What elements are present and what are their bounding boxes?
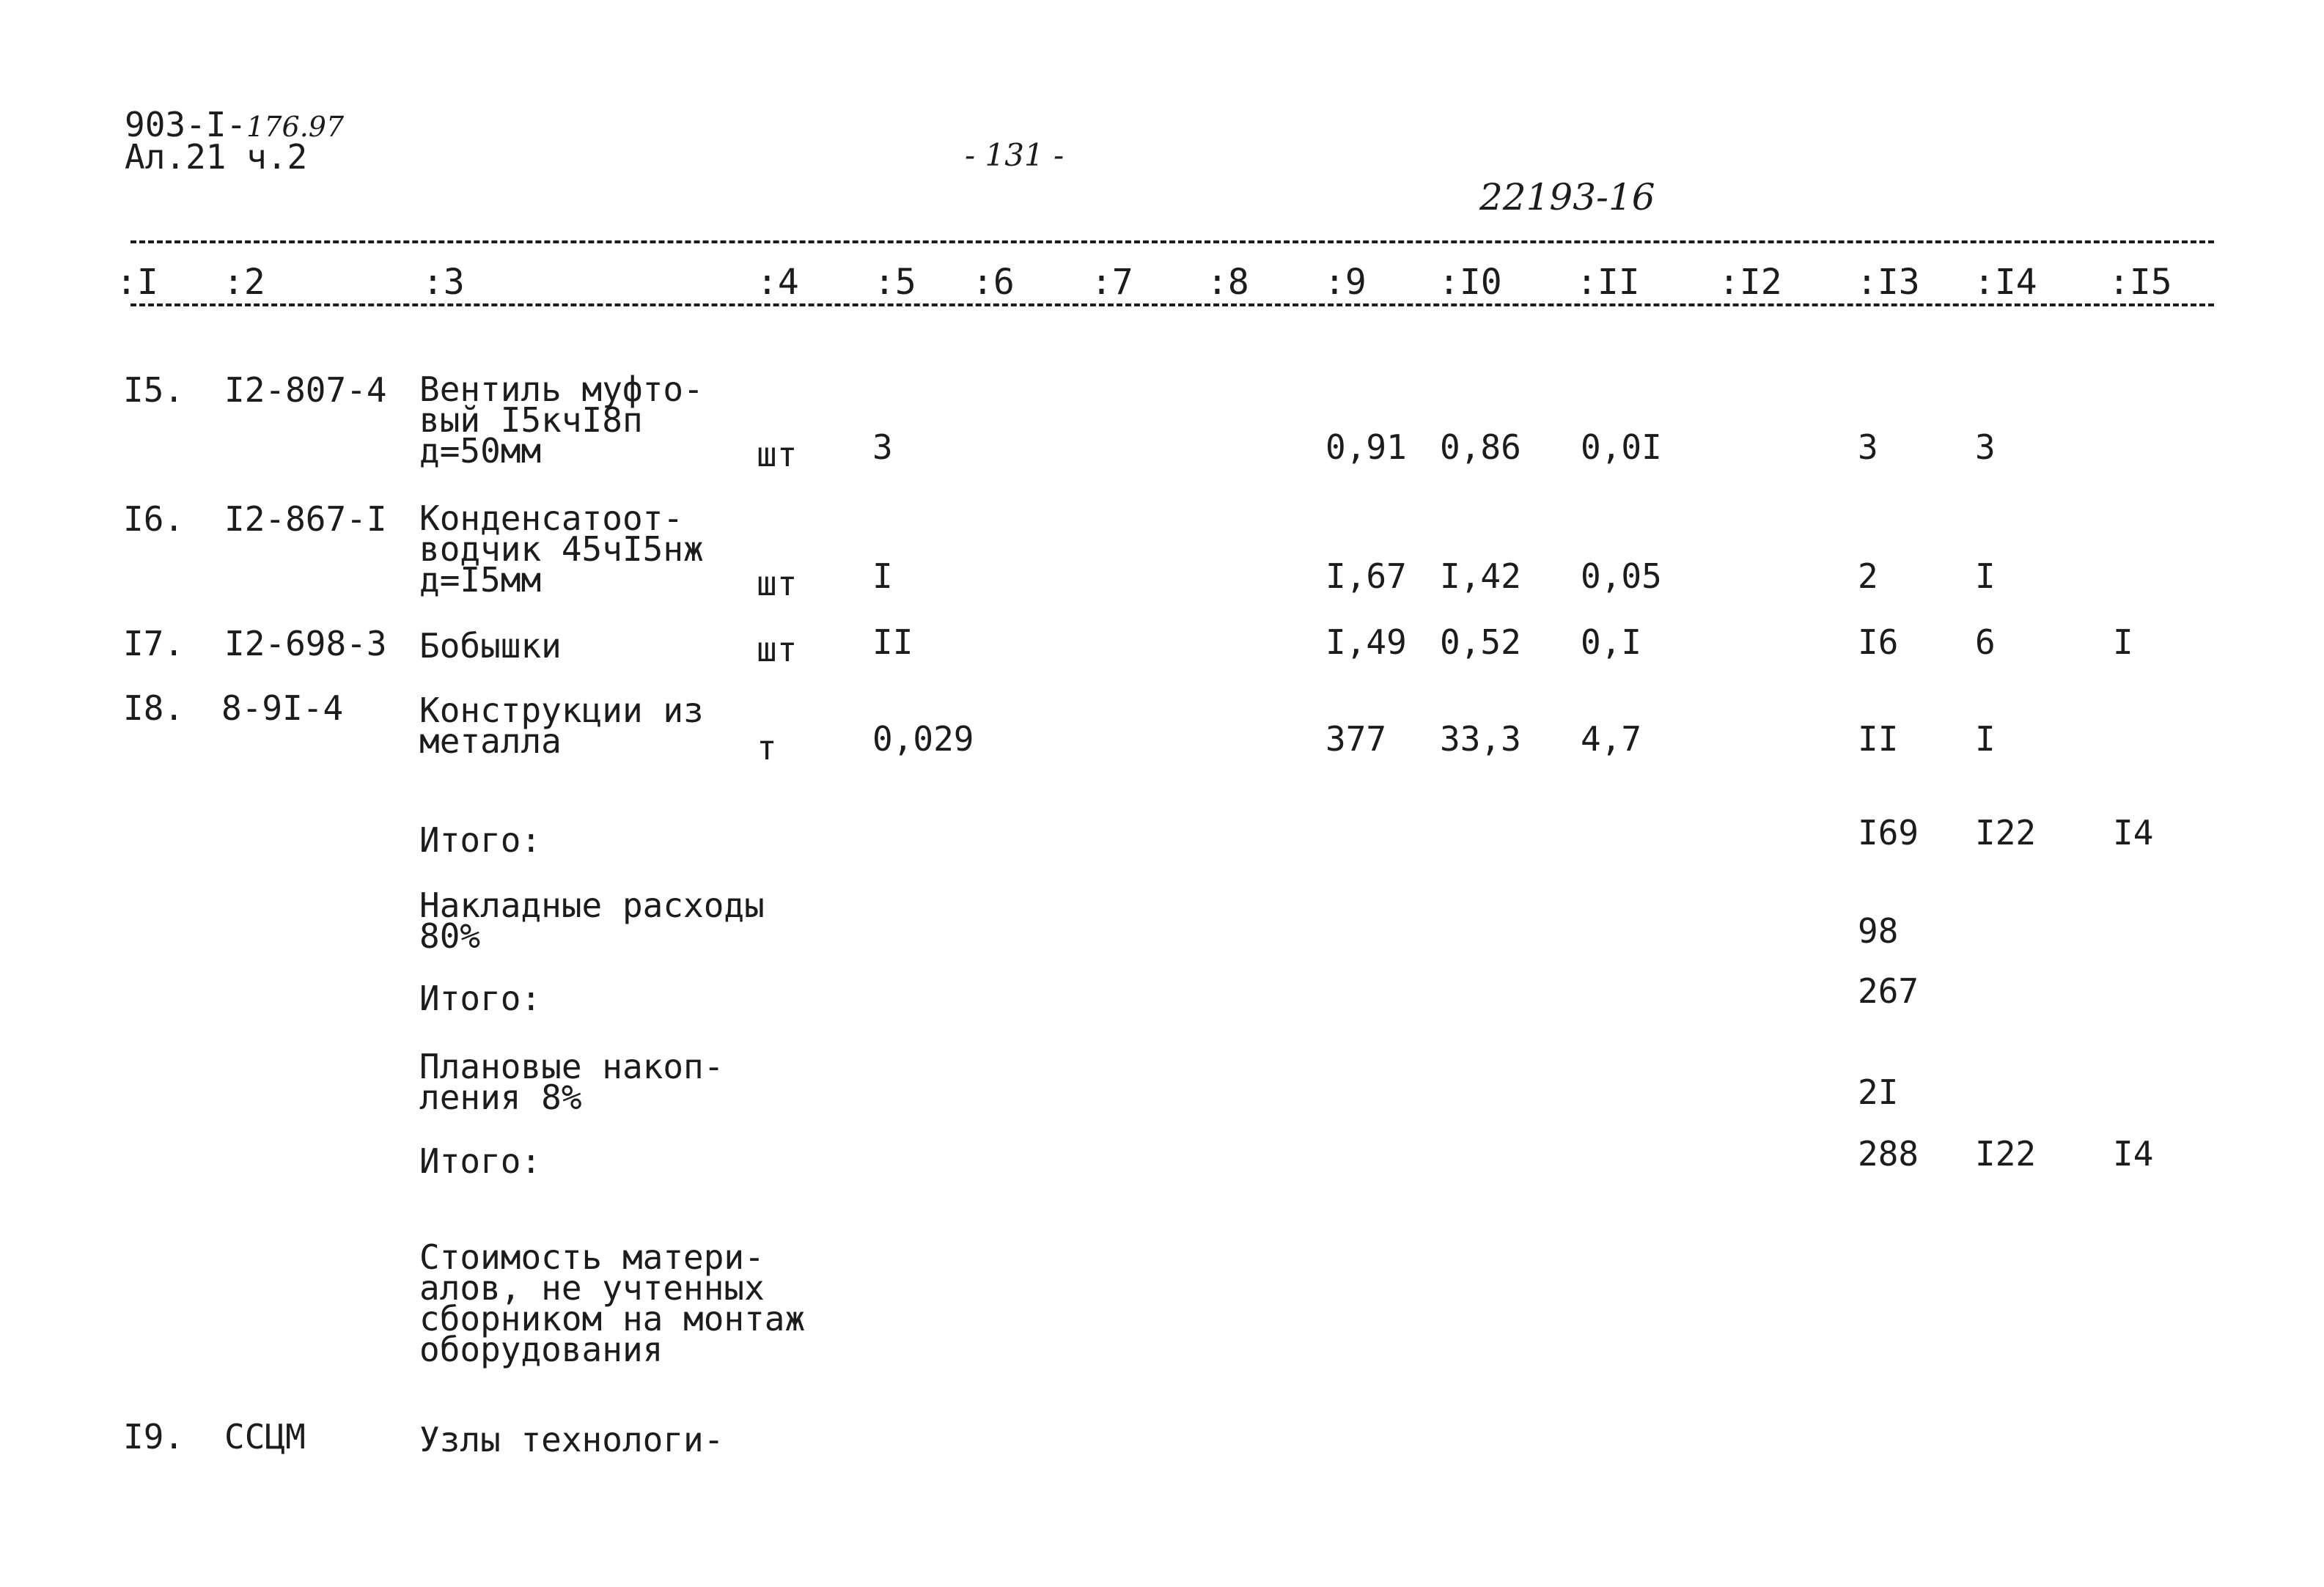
row-col14: 3 xyxy=(1975,427,1996,467)
row-name: Бобышки xyxy=(419,626,562,666)
col-4-header: :4 xyxy=(757,262,799,303)
col-12-header: :I2 xyxy=(1718,262,1782,303)
col-8-header: :8 xyxy=(1207,262,1249,303)
row-code: I2-698-3 xyxy=(224,624,387,663)
row-code: ССЦМ xyxy=(224,1417,306,1457)
summary-col14: I22 xyxy=(1975,1134,2037,1174)
page-number: - 131 - xyxy=(965,137,1064,173)
col-3-header: :3 xyxy=(422,262,465,303)
row-col13: 2 xyxy=(1858,556,1878,596)
row-unit: шт xyxy=(757,564,798,603)
row-col10: 33,3 xyxy=(1440,719,1521,759)
row-number: I7. xyxy=(123,624,185,663)
row-name: Конденсатоот- водчик 45чI5нж д=I5мм xyxy=(419,498,704,600)
col-5-header: :5 xyxy=(874,262,916,303)
row-col10: I,42 xyxy=(1440,556,1521,596)
row-code: I2-867-I xyxy=(224,499,387,539)
register-number: 22193-16 xyxy=(1479,176,1655,218)
summary-col15: I4 xyxy=(2113,813,2154,853)
materials-note: Стоимость матери- алов, не учтенных сборником на монтаж оборудования xyxy=(419,1237,806,1369)
summary-label: Итого: xyxy=(419,820,542,860)
row-col11: 4,7 xyxy=(1581,719,1642,759)
row-unit: шт xyxy=(757,630,798,669)
row-name: Вентиль муфто- вый I5кчI8п д=50мм xyxy=(419,369,704,471)
col-11-header: :II xyxy=(1576,262,1640,303)
col-13-header: :I3 xyxy=(1856,262,1920,303)
summary-col13: 267 xyxy=(1858,971,1919,1011)
row-col9: 0,91 xyxy=(1325,427,1407,467)
header-bottom-rule xyxy=(130,303,2214,306)
summary-label: Итого: xyxy=(419,979,542,1018)
row-number: I6. xyxy=(123,499,185,539)
row-code: I2-807-4 xyxy=(224,370,387,410)
row-col9: 377 xyxy=(1325,719,1387,759)
summary-col13: 2I xyxy=(1858,1072,1899,1112)
col-9-header: :9 xyxy=(1324,262,1367,303)
row-col10: 0,52 xyxy=(1440,622,1521,662)
summary-label: Итого: xyxy=(419,1141,542,1181)
row-col14: I xyxy=(1975,556,1996,596)
summary-col13: 288 xyxy=(1858,1134,1919,1174)
row-unit: шт xyxy=(757,435,798,474)
row-unit: т xyxy=(757,728,777,767)
row-qty: 0,029 xyxy=(872,719,974,759)
col-1-header: :I xyxy=(116,262,158,303)
col-15-header: :I5 xyxy=(2108,262,2172,303)
summary-label: Плановые накоп- ления 8% xyxy=(419,1047,724,1117)
row-col11: 0,0I xyxy=(1581,427,1662,467)
row-qty: II xyxy=(872,622,913,662)
summary-col13: 98 xyxy=(1858,911,1899,951)
row-col14: 6 xyxy=(1975,622,1996,662)
row-qty: 3 xyxy=(872,427,893,467)
row-col14: I xyxy=(1975,719,1996,759)
summary-label: Накладные расходы 80% xyxy=(419,885,765,956)
row-col9: I,67 xyxy=(1325,556,1407,596)
row-name: Конструкции из металла xyxy=(419,691,704,761)
album-reference: Ал.21 ч.2 xyxy=(125,137,308,177)
col-14-header: :I4 xyxy=(1974,262,2037,303)
summary-col13: I69 xyxy=(1858,813,1919,853)
row-col13: I6 xyxy=(1858,622,1899,662)
row-col10: 0,86 xyxy=(1440,427,1521,467)
row-col9: I,49 xyxy=(1325,622,1407,662)
row-col11: 0,05 xyxy=(1581,556,1662,596)
header-top-rule xyxy=(130,240,2214,243)
row-col11: 0,I xyxy=(1581,622,1642,662)
row-col15: I xyxy=(2113,622,2133,662)
col-10-header: :I0 xyxy=(1438,262,1502,303)
row-col13: II xyxy=(1858,719,1899,759)
row-code: 8-9I-4 xyxy=(221,688,344,728)
summary-col15: I4 xyxy=(2113,1134,2154,1174)
col-7-header: :7 xyxy=(1091,262,1133,303)
row-qty: I xyxy=(872,556,893,596)
row-name: Узлы технологи- xyxy=(419,1420,724,1459)
col-2-header: :2 xyxy=(223,262,265,303)
col-6-header: :6 xyxy=(972,262,1015,303)
document-code-handwritten: 176.97 xyxy=(246,111,345,143)
summary-col14: I22 xyxy=(1975,813,2037,853)
row-number: I5. xyxy=(123,370,185,410)
row-number: I9. xyxy=(123,1417,185,1457)
row-number: I8. xyxy=(123,688,185,728)
row-col13: 3 xyxy=(1858,427,1878,467)
document-code-printed: 903-I- xyxy=(125,105,247,144)
